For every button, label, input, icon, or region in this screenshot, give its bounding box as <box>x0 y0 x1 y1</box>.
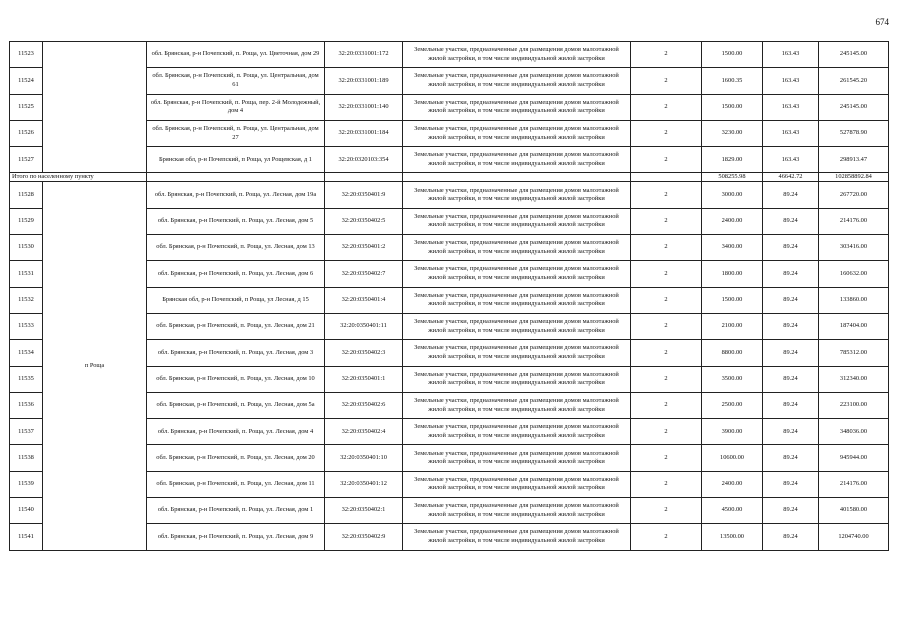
land-use-cell: Земельные участки, предназначенные для размещения домов малоэтажной жилой застройки, в том числе индивидуальной жилой застройки <box>403 287 631 313</box>
land-use-cell: Земельные участки, предназначенные для размещения домов малоэтажной жилой застройки, в том числе индивидуальной жилой застройки <box>403 471 631 497</box>
record-number: 11539 <box>10 471 43 497</box>
address-cell: обл. Брянская, р-н Почепский, п. Роща, ул. Лесная, дом 6 <box>147 261 325 287</box>
total-empty-address <box>147 173 325 182</box>
record-number: 11541 <box>10 524 43 550</box>
record-number: 11525 <box>10 94 43 120</box>
category-cell: 2 <box>631 313 702 339</box>
cost-cell: 312340.00 <box>819 366 889 392</box>
cost-cell: 527878.90 <box>819 120 889 146</box>
address-cell: обл. Брянская, р-н Почепский, п. Роща, пер. 2-й Молодежный, дом 4 <box>147 94 325 120</box>
land-use-cell: Земельные участки, предназначенные для размещения домов малоэтажной жилой застройки, в том числе индивидуальной жилой застройки <box>403 147 631 173</box>
category-cell: 2 <box>631 68 702 94</box>
address-cell: обл. Брянская, р-н Почепский, п. Роща, ул. Лесная, дом 11 <box>147 471 325 497</box>
cadastral-number-cell: 32:20:0350402:9 <box>325 524 403 550</box>
price-cell: 163.43 <box>763 42 819 68</box>
category-cell: 2 <box>631 208 702 234</box>
area-cell: 10600.00 <box>702 445 763 471</box>
price-cell: 89.24 <box>763 287 819 313</box>
price-cell: 89.24 <box>763 445 819 471</box>
cadastral-number-cell: 32:20:0331001:184 <box>325 120 403 146</box>
price-cell: 163.43 <box>763 68 819 94</box>
address-cell: обл. Брянская, р-н Почепский, п. Роща, ул. Лесная, дом 3 <box>147 340 325 366</box>
land-use-cell: Земельные участки, предназначенные для размещения домов малоэтажной жилой застройки, в том числе индивидуальной жилой застройки <box>403 366 631 392</box>
land-use-cell: Земельные участки, предназначенные для размещения домов малоэтажной жилой застройки, в том числе индивидуальной жилой застройки <box>403 261 631 287</box>
category-cell: 2 <box>631 261 702 287</box>
price-cell: 163.43 <box>763 120 819 146</box>
cost-cell: 245145.00 <box>819 42 889 68</box>
cadastral-number-cell: 32:20:0350401:9 <box>325 182 403 208</box>
address-cell: обл. Брянская, р-н Почепский, п. Роща, ул. Лесная, дом 9 <box>147 524 325 550</box>
total-cost: 102858892.84 <box>819 173 889 182</box>
area-cell: 3500.00 <box>702 366 763 392</box>
cost-cell: 160632.00 <box>819 261 889 287</box>
record-number: 11536 <box>10 392 43 418</box>
land-use-cell: Земельные участки, предназначенные для размещения домов малоэтажной жилой застройки, в том числе индивидуальной жилой застройки <box>403 445 631 471</box>
category-cell: 2 <box>631 340 702 366</box>
total-price: 46642.72 <box>763 173 819 182</box>
category-cell: 2 <box>631 366 702 392</box>
cost-cell: 945944.00 <box>819 445 889 471</box>
area-cell: 2500.00 <box>702 392 763 418</box>
category-cell: 2 <box>631 392 702 418</box>
price-cell: 89.24 <box>763 313 819 339</box>
total-row <box>10 173 889 182</box>
price-cell: 89.24 <box>763 471 819 497</box>
price-cell: 89.24 <box>763 208 819 234</box>
category-cell: 2 <box>631 287 702 313</box>
price-cell: 89.24 <box>763 498 819 524</box>
cadastral-number-cell: 32:20:0350401:1 <box>325 366 403 392</box>
cost-cell: 214176.00 <box>819 471 889 497</box>
total-area: 508255.98 <box>702 173 763 182</box>
area-cell: 4500.00 <box>702 498 763 524</box>
cadastral-number-cell: 32:20:0350402:4 <box>325 419 403 445</box>
area-cell: 1600.35 <box>702 68 763 94</box>
category-cell: 2 <box>631 42 702 68</box>
area-cell: 1500.00 <box>702 94 763 120</box>
cost-cell: 303416.00 <box>819 235 889 261</box>
page-number: 674 <box>875 17 889 27</box>
cadastral-number-cell: 32:20:0350401:11 <box>325 313 403 339</box>
land-use-cell: Земельные участки, предназначенные для размещения домов малоэтажной жилой застройки, в том числе индивидуальной жилой застройки <box>403 498 631 524</box>
cost-cell: 298913.47 <box>819 147 889 173</box>
category-cell: 2 <box>631 235 702 261</box>
category-cell: 2 <box>631 120 702 146</box>
address-cell: обл. Брянская, р-н Почепский, п. Роща, ул. Центральная, дом 61 <box>147 68 325 94</box>
area-cell: 2400.00 <box>702 208 763 234</box>
area-cell: 1500.00 <box>702 287 763 313</box>
land-use-cell: Земельные участки, предназначенные для размещения домов малоэтажной жилой застройки, в том числе индивидуальной жилой застройки <box>403 42 631 68</box>
land-use-cell: Земельные участки, предназначенные для размещения домов малоэтажной жилой застройки, в том числе индивидуальной жилой застройки <box>403 68 631 94</box>
address-cell: обл. Брянская, р-н Почепский, п. Роща, ул. Лесная, дом 19а <box>147 182 325 208</box>
land-registry-table <box>9 41 889 551</box>
cost-cell: 214176.00 <box>819 208 889 234</box>
cadastral-number-cell: 32:20:0350401:4 <box>325 287 403 313</box>
table-row <box>10 42 889 68</box>
category-cell: 2 <box>631 471 702 497</box>
total-label: Итого по населенному пункту <box>10 173 147 182</box>
address-cell: Брянская обл, р-н Почепский, п Роща, ул Рощевская, д 1 <box>147 147 325 173</box>
land-use-cell: Земельные участки, предназначенные для размещения домов малоэтажной жилой застройки, в том числе индивидуальной жилой застройки <box>403 419 631 445</box>
land-use-cell: Земельные участки, предназначенные для размещения домов малоэтажной жилой застройки, в том числе индивидуальной жилой застройки <box>403 235 631 261</box>
address-cell: Брянская обл, р-н Почепский, п Роща, ул Лесная, д 15 <box>147 287 325 313</box>
record-number: 11540 <box>10 498 43 524</box>
record-number: 11534 <box>10 340 43 366</box>
area-cell: 3000.00 <box>702 182 763 208</box>
settlement-cell <box>43 42 147 173</box>
record-number: 11529 <box>10 208 43 234</box>
cost-cell: 223100.00 <box>819 392 889 418</box>
land-use-cell: Земельные участки, предназначенные для размещения домов малоэтажной жилой застройки, в том числе индивидуальной жилой застройки <box>403 313 631 339</box>
address-cell: обл. Брянская, р-н Почепский, п. Роща, ул. Лесная, дом 4 <box>147 419 325 445</box>
record-number: 11526 <box>10 120 43 146</box>
record-number: 11531 <box>10 261 43 287</box>
price-cell: 89.24 <box>763 182 819 208</box>
address-cell: обл. Брянская, р-н Почепский, п. Роща, ул. Лесная, дом 13 <box>147 235 325 261</box>
land-use-cell: Земельные участки, предназначенные для размещения домов малоэтажной жилой застройки, в том числе индивидуальной жилой застройки <box>403 208 631 234</box>
record-number: 11533 <box>10 313 43 339</box>
cadastral-number-cell: 32:20:0350402:6 <box>325 392 403 418</box>
record-number: 11524 <box>10 68 43 94</box>
settlement-cell: п Роща <box>43 182 147 550</box>
area-cell: 8800.00 <box>702 340 763 366</box>
price-cell: 89.24 <box>763 261 819 287</box>
cadastral-number-cell: 32:20:0350402:1 <box>325 498 403 524</box>
price-cell: 89.24 <box>763 392 819 418</box>
category-cell: 2 <box>631 182 702 208</box>
address-cell: обл. Брянская, р-н Почепский, п. Роща, ул. Лесная, дом 21 <box>147 313 325 339</box>
record-number: 11523 <box>10 42 43 68</box>
cost-cell: 267720.00 <box>819 182 889 208</box>
area-cell: 3400.00 <box>702 235 763 261</box>
record-number: 11537 <box>10 419 43 445</box>
area-cell: 2100.00 <box>702 313 763 339</box>
cadastral-number-cell: 32:20:0350402:5 <box>325 208 403 234</box>
cost-cell: 785312.00 <box>819 340 889 366</box>
cadastral-number-cell: 32:20:0350402:3 <box>325 340 403 366</box>
total-empty-category <box>631 173 702 182</box>
area-cell: 2400.00 <box>702 471 763 497</box>
record-number: 11527 <box>10 147 43 173</box>
address-cell: обл. Брянская, р-н Почепский, п. Роща, ул. Центральная, дом 27 <box>147 120 325 146</box>
cost-cell: 133860.00 <box>819 287 889 313</box>
cadastral-number-cell: 32:20:0350402:7 <box>325 261 403 287</box>
area-cell: 3900.00 <box>702 419 763 445</box>
price-cell: 89.24 <box>763 419 819 445</box>
category-cell: 2 <box>631 445 702 471</box>
category-cell: 2 <box>631 498 702 524</box>
total-empty-cadastral <box>325 173 403 182</box>
area-cell: 1800.00 <box>702 261 763 287</box>
address-cell: обл. Брянская, р-н Почепский, п. Роща, ул. Цветочная, дом 29 <box>147 42 325 68</box>
record-number: 11528 <box>10 182 43 208</box>
cost-cell: 261545.20 <box>819 68 889 94</box>
cost-cell: 1204740.00 <box>819 524 889 550</box>
table-row <box>10 182 889 208</box>
cadastral-number-cell: 32:20:0350401:10 <box>325 445 403 471</box>
cadastral-number-cell: 32:20:0331001:172 <box>325 42 403 68</box>
cadastral-number-cell: 32:20:0350401:2 <box>325 235 403 261</box>
record-number: 11532 <box>10 287 43 313</box>
record-number: 11535 <box>10 366 43 392</box>
cadastral-number-cell: 32:20:0350401:12 <box>325 471 403 497</box>
price-cell: 89.24 <box>763 524 819 550</box>
cost-cell: 245145.00 <box>819 94 889 120</box>
cost-cell: 348036.00 <box>819 419 889 445</box>
cadastral-number-cell: 32:20:0331001:140 <box>325 94 403 120</box>
area-cell: 3230.00 <box>702 120 763 146</box>
category-cell: 2 <box>631 94 702 120</box>
address-cell: обл. Брянская, р-н Почепский, п. Роща, ул. Лесная, дом 5 <box>147 208 325 234</box>
cadastral-number-cell: 32:20:0320103:354 <box>325 147 403 173</box>
area-cell: 13500.00 <box>702 524 763 550</box>
address-cell: обл. Брянская, р-н Почепский, п. Роща, ул. Лесная, дом 1 <box>147 498 325 524</box>
price-cell: 89.24 <box>763 340 819 366</box>
category-cell: 2 <box>631 419 702 445</box>
price-cell: 89.24 <box>763 235 819 261</box>
category-cell: 2 <box>631 524 702 550</box>
land-use-cell: Земельные участки, предназначенные для размещения домов малоэтажной жилой застройки, в том числе индивидуальной жилой застройки <box>403 392 631 418</box>
land-use-cell: Земельные участки, предназначенные для размещения домов малоэтажной жилой застройки, в том числе индивидуальной жилой застройки <box>403 94 631 120</box>
area-cell: 1500.00 <box>702 42 763 68</box>
total-empty-use <box>403 173 631 182</box>
address-cell: обл. Брянская, р-н Почепский, п. Роща, ул. Лесная, дом 10 <box>147 366 325 392</box>
price-cell: 163.43 <box>763 94 819 120</box>
price-cell: 163.43 <box>763 147 819 173</box>
cost-cell: 187404.00 <box>819 313 889 339</box>
land-use-cell: Земельные участки, предназначенные для размещения домов малоэтажной жилой застройки, в том числе индивидуальной жилой застройки <box>403 340 631 366</box>
cost-cell: 401580.00 <box>819 498 889 524</box>
price-cell: 89.24 <box>763 366 819 392</box>
land-use-cell: Земельные участки, предназначенные для размещения домов малоэтажной жилой застройки, в том числе индивидуальной жилой застройки <box>403 182 631 208</box>
land-use-cell: Земельные участки, предназначенные для размещения домов малоэтажной жилой застройки, в том числе индивидуальной жилой застройки <box>403 120 631 146</box>
cadastral-number-cell: 32:20:0331001:189 <box>325 68 403 94</box>
area-cell: 1829.00 <box>702 147 763 173</box>
category-cell: 2 <box>631 147 702 173</box>
address-cell: обл. Брянская, р-н Почепский, п. Роща, ул. Лесная, дом 5а <box>147 392 325 418</box>
address-cell: обл. Брянская, р-н Почепский, п. Роща, ул. Лесная, дом 20 <box>147 445 325 471</box>
record-number: 11538 <box>10 445 43 471</box>
land-use-cell: Земельные участки, предназначенные для размещения домов малоэтажной жилой застройки, в том числе индивидуальной жилой застройки <box>403 524 631 550</box>
record-number: 11530 <box>10 235 43 261</box>
